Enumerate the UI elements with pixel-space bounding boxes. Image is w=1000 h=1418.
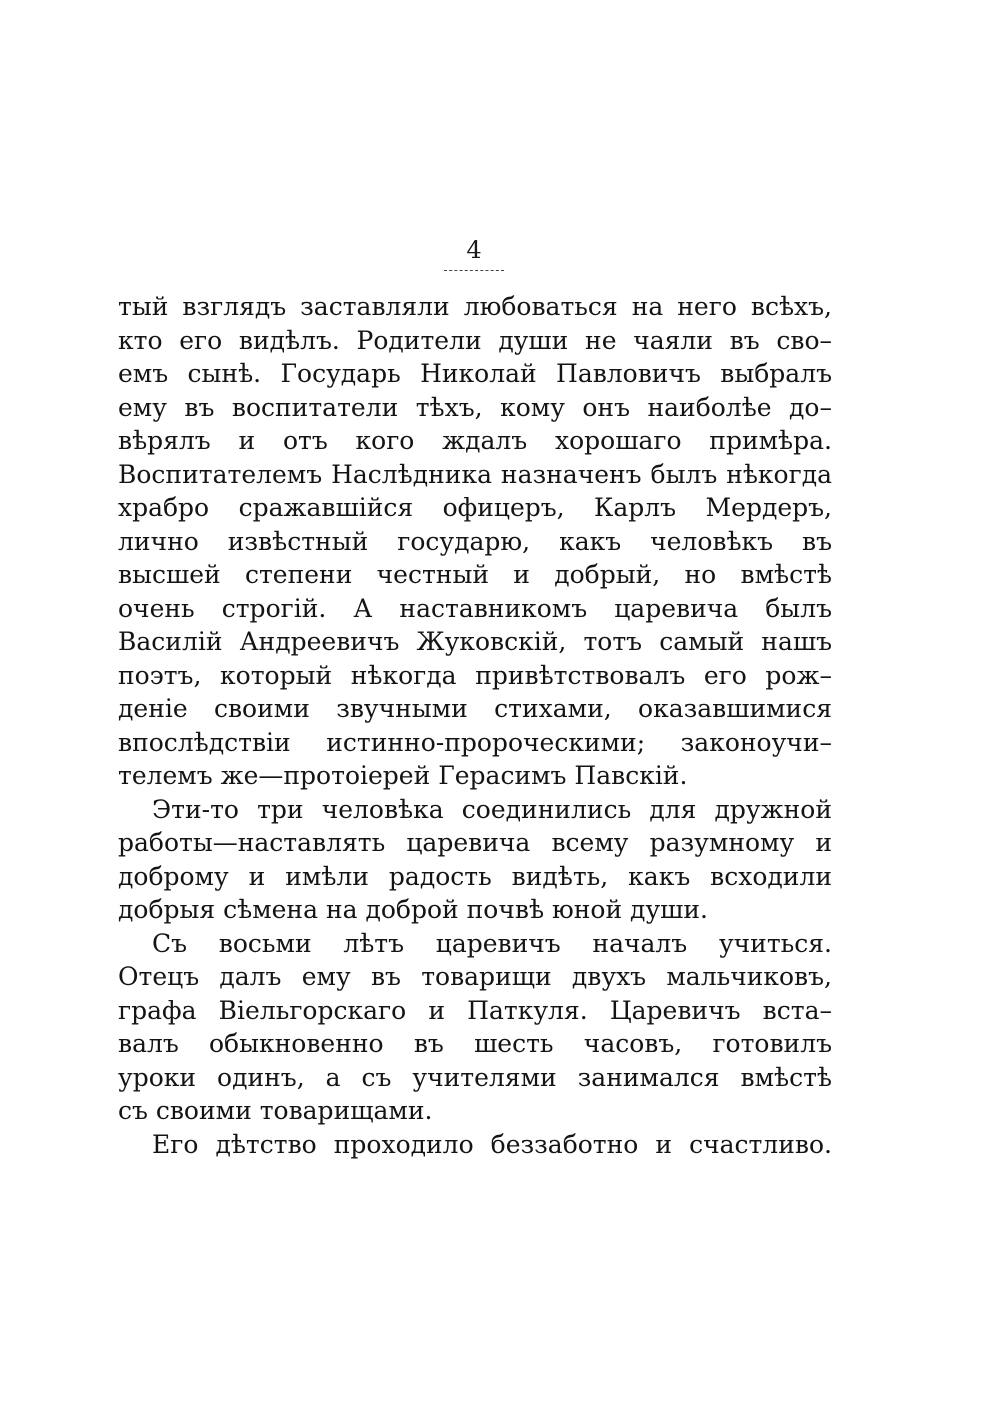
text-line: съ своими товарищами. (118, 1096, 433, 1125)
text-line: Его дѣтство проходило беззаботно и счастливо. (152, 1129, 832, 1159)
text-line: графа Віельгорскаго и Паткуля. Царевичъ вста– (118, 995, 832, 1025)
text-line: Эти-то три человѣка соединились для дружной (152, 794, 832, 824)
text-line: высшей степени честный и добрый, но вмѣстѣ (118, 560, 832, 589)
text-line: храбро сражавшійся офицеръ, Карлъ Мердеръ, (118, 493, 832, 522)
text-line: телемъ же—протоіерей Герасимъ Павскій. (118, 761, 688, 790)
text-line: кто его видѣлъ. Родители души не чаяли въ сво– (118, 325, 832, 355)
text-line: Отецъ далъ ему въ товарищи двухъ мальчиковъ, (118, 962, 832, 991)
page-number: 4 (444, 232, 503, 271)
text-line: уроки одинъ, а съ учителями занимался вмѣстѣ (118, 1062, 832, 1092)
paragraph-1 (118, 290, 832, 793)
paragraph-3 (118, 927, 832, 1128)
text-line: впослѣдствіи истинно-пророческими; законоучи– (118, 727, 832, 757)
text-line: поэтъ, который нѣкогда привѣтствовалъ его рож– (118, 660, 832, 690)
text-line: Василій Андреевичъ Жуковскій, тотъ самый нашъ (118, 627, 832, 656)
body-text (118, 290, 832, 1161)
page-number-area (0, 232, 1000, 271)
text-line: валъ обыкновенно въ шесть часовъ, готовилъ (118, 1029, 832, 1058)
text-line: ему въ воспитатели тѣхъ, кому онъ наиболѣе до– (118, 392, 832, 422)
text-line: вѣрялъ и отъ кого ждалъ хорошаго примѣра. (118, 426, 832, 455)
text-line: емъ сынѣ. Государь Николай Павловичъ выбралъ (118, 359, 832, 388)
text-line: добрыя сѣмена на доброй почвѣ юной души. (118, 895, 709, 924)
text-line: Съ восьми лѣтъ царевичъ началъ учиться. (152, 928, 832, 958)
text-line: доброму и имѣли радость видѣть, какъ всходили (118, 861, 832, 891)
text-line: лично извѣстный государю, какъ человѣкъ въ (118, 526, 832, 556)
text-line: Воспитателемъ Наслѣдника назначенъ былъ нѣкогда (118, 459, 832, 489)
text-line: тый взглядъ заставляли любоваться на него всѣхъ, (118, 292, 832, 321)
paragraph-4 (118, 1128, 832, 1162)
text-line: работы—наставлять царевича всему разумному и (118, 828, 832, 857)
text-line: деніе своими звучными стихами, оказавшимися (118, 694, 832, 723)
paragraph-2 (118, 793, 832, 927)
text-line: очень строгій. А наставникомъ царевича былъ (118, 593, 832, 623)
